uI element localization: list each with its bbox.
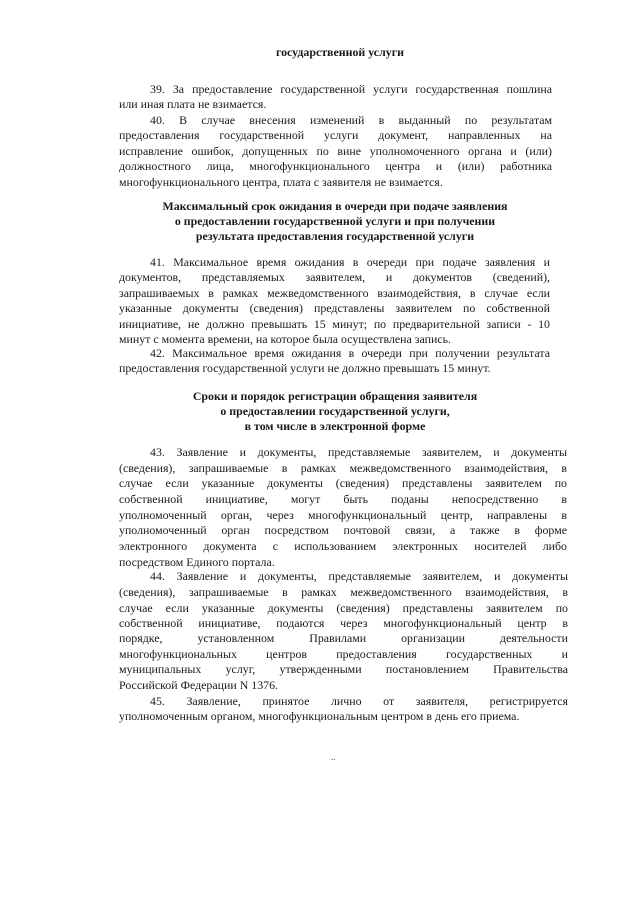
section-heading-line: в том числе в электронной форме — [244, 419, 426, 433]
paragraph-44-line: многофункциональных центров предоставления государственных и — [119, 647, 568, 661]
paragraph-40-line: предоставления государственной услуги документ, направленных на — [119, 128, 552, 142]
paragraph-40-line: многофункционального центра, плата с заявителя не взимается. — [119, 175, 443, 189]
paragraph-41-line: документов, представляемых заявителем, и документов (сведений), — [119, 270, 550, 284]
paragraph-41-line: указанные документы (сведения) представлены заявителем по собственной — [119, 301, 550, 315]
paragraph-44-line: случае если указанные документы (сведения) представлены заявителем по — [119, 601, 568, 615]
paragraph-43-line: случае если указанные документы (сведения) представлены заявителем по — [119, 476, 567, 490]
section-heading-continuation: государственной услуги — [276, 45, 404, 59]
paragraph-41-line: инициативе, не должно превышать 15 минут; по предварительной записи - 10 — [119, 317, 550, 331]
paragraph-42-line: предоставления государственной услуги не должно превышать 15 минут. — [119, 361, 491, 375]
paragraph-43-line: собственной инициативе, могут быть поданы непосредственно в — [119, 492, 567, 506]
paragraph-44-line: муниципальных услуг, утвержденными постановлением Правительства — [119, 662, 568, 676]
paragraph-44-line: собственной инициативе, подаются через многофункциональный центр в — [119, 616, 568, 630]
section-heading-line: Максимальный срок ожидания в очереди при подаче заявления — [162, 199, 508, 213]
paragraph-41-line: минут с момента времени, на которое была осуществлена запись. — [119, 332, 452, 346]
paragraph-44-line: 44. Заявление и документы, представляемые заявителем, и документы — [150, 569, 568, 583]
paragraph-43-line: посредством Единого портала. — [119, 555, 275, 569]
footer-mark: .. — [331, 752, 336, 762]
paragraph-45-line: уполномоченным органом, многофункциональным центром в день его приема. — [119, 709, 520, 723]
section-heading-line: о предоставлении государственной услуги и при получении — [174, 214, 496, 228]
paragraph-39-line: или иная плата не взимается. — [119, 97, 267, 111]
paragraph-43-line: электронного документа с использованием электронных носителей либо — [119, 539, 567, 553]
paragraph-41-line: запрашиваемых в рамках межведомственного взаимодействия, в случае если — [119, 286, 550, 300]
paragraph-42-line: 42. Максимальное время ожидания в очереди при получении результата — [150, 346, 550, 360]
paragraph-44-line: порядке, установленном Правилами организации деятельности — [119, 631, 568, 645]
section-heading-line: о предоставлении государственной услуги, — [220, 404, 450, 418]
paragraph-44-line: Российской Федерации N 1376. — [119, 678, 279, 692]
section-heading-line: результата предоставления государственной услуги — [195, 229, 475, 243]
paragraph-40-line: должностного лица, многофункционального центра и (или) работника — [119, 159, 552, 173]
paragraph-43-line: уполномоченный орган, через многофункциональный центр, направлены в — [119, 508, 567, 522]
paragraph-43-line: (сведения), запрашиваемые в рамках межведомственного взаимодействия, в — [119, 461, 567, 475]
paragraph-39-line: 39. За предоставление государственной услуги государственная пошлина — [150, 82, 552, 96]
section-heading-line: Сроки и порядок регистрации обращения заявителя — [192, 389, 478, 403]
paragraph-40-line: 40. В случае внесения изменений в выданный по результатам — [150, 113, 552, 127]
paragraph-43-line: уполномоченный орган посредством почтовой связи, а также в форме — [119, 523, 567, 537]
paragraph-43-line: 43. Заявление и документы, представляемые заявителем, и документы — [150, 445, 567, 459]
paragraph-45-line: 45. Заявление, принятое лично от заявителя, регистрируется — [150, 694, 568, 708]
paragraph-41-line: 41. Максимальное время ожидания в очереди при подаче заявления и — [150, 255, 550, 269]
paragraph-40-line: исправление ошибок, допущенных по вине уполномоченного органа и (или) — [119, 144, 552, 158]
paragraph-44-line: (сведения), запрашиваемые в рамках межведомственного взаимодействия, в — [119, 585, 568, 599]
